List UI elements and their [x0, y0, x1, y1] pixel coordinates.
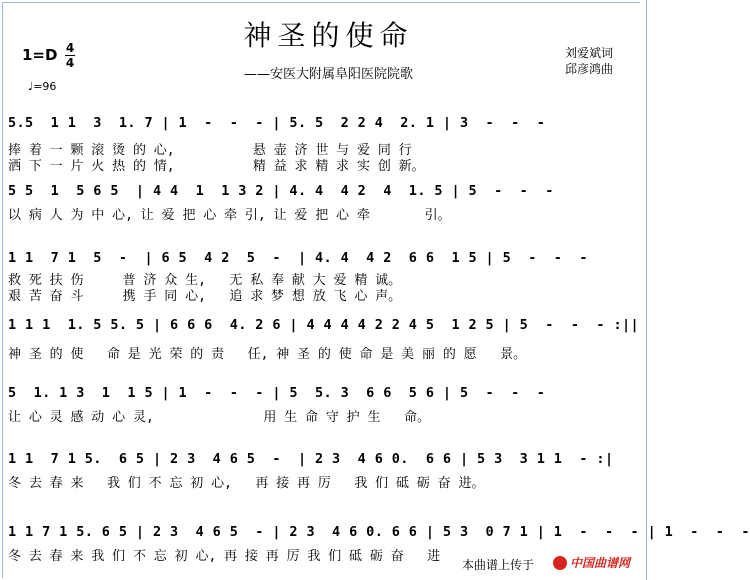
site-name: 中国曲谱网	[570, 556, 631, 570]
notation-row: 1 1 1 1. 5 5. 5 | 6 6 6 4. 2 6 | 4 4 4 4 2 2 4 5 1 2 5 | 5 - - - :||	[8, 317, 640, 333]
lyric-line: 冬 去 春 来 我 们 不 忘 初 心, 再 接 再 厉 我 们 砥 砺 奋 进	[8, 549, 441, 564]
lyric-line: 艰 苦 奋 斗 携 手 同 心, 追 求 梦 想 放 飞 心 声。	[8, 289, 402, 304]
lyric-line: 让 心 灵 感 动 心 灵, 用 生 命 守 护 生 命。	[8, 410, 430, 425]
time-signature: 4 4	[65, 41, 75, 70]
notation-row: 5 1. 1 3 1 1 5 | 1 - - - | 5 5. 3 6 6 5 6 | 5 - - -	[8, 385, 546, 401]
notation-row: 1 1 7 1 5. 6 5 | 2 3 4 6 5 - | 2 3 4 6 0. 6 6 | 5 3 3 1 1 - :|	[8, 451, 614, 467]
tempo-marking: ♩=96	[28, 80, 57, 93]
lyric-line: 洒 下 一 片 火 热 的 情, 精 益 求 精 求 实 创 新。	[8, 159, 425, 174]
song-title: 神圣的使命	[243, 19, 414, 52]
notation-row: 5.5 1 1 3 1. 7 | 1 - - - | 5. 5 2 2 4 2. 1 | 3 - - -	[8, 115, 546, 131]
lyric-line: 以 病 人 为 中 心, 让 爱 把 心 牵 引, 让 爱 把 心 牵 引。	[8, 208, 451, 223]
site-logo[interactable]	[553, 554, 630, 571]
song-subtitle: ——安医大附属阜阳医院院歌	[243, 67, 413, 82]
lyric-line: 冬 去 春 来 我 们 不 忘 初 心, 再 接 再 厉 我 们 砥 砺 奋 进。	[8, 476, 485, 491]
notation-row: 1 1 7 1 5. 6 5 | 2 3 4 6 5 - | 2 3 4 6 0. 6 6 | 5 3 0 7 1 | 1 - - - | 1 - - -	[8, 524, 750, 540]
lyric-line: 救 死 扶 伤 普 济 众 生, 无 私 奉 献 大 爱 精 诚。	[8, 273, 402, 288]
lyric-line: 神 圣 的 使 命 是 光 荣 的 责 任, 神 圣 的 使 命 是 美 丽 的 愿 景。	[8, 347, 527, 362]
page-edge	[646, 0, 647, 580]
composer-credit: 邱彦鸿曲	[565, 62, 614, 76]
upload-notice: 本曲谱上传于	[462, 558, 535, 572]
notation-row: 1 1 7 1 5 - | 6 5 4 2 5 - | 4. 4 4 2 6 6 1 5 | 5 - - -	[8, 250, 588, 266]
notation-row: 5 5 1 5 6 5 | 4 4 1 1 3 2 | 4. 4 4 2 4 1. 5 | 5 - - -	[8, 183, 554, 199]
site-logo-icon	[553, 556, 567, 570]
lyricist-credit: 刘爱斌词	[565, 46, 614, 60]
lyric-line: 捧 着 一 颗 滚 烫 的 心, 悬 壶 济 世 与 爱 同 行	[8, 143, 412, 158]
key-signature: 1=D	[22, 46, 58, 64]
